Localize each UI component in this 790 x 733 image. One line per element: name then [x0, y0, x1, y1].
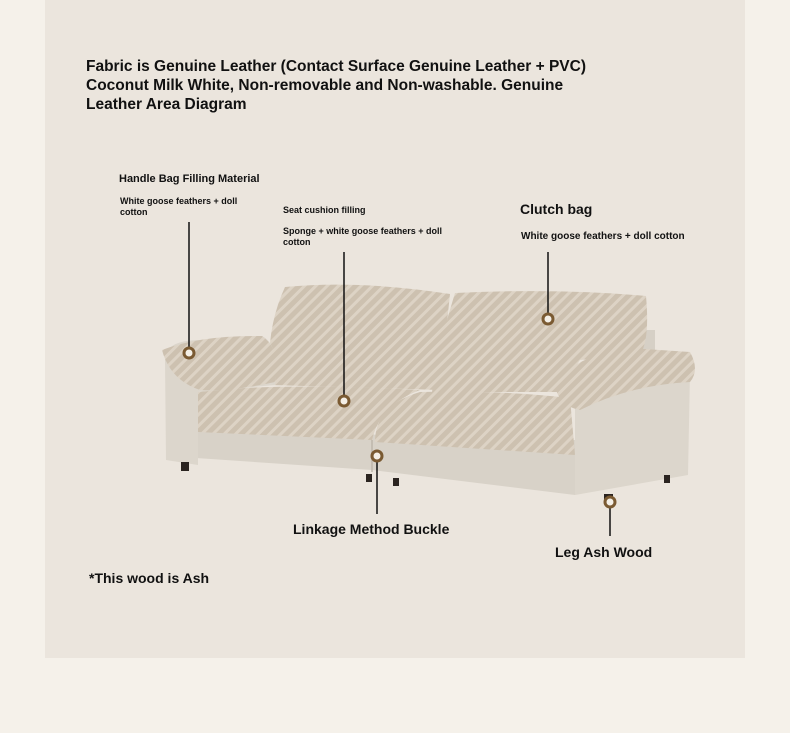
clutch-bag-title: Clutch bag — [520, 201, 593, 217]
leg-label: Leg Ash Wood — [555, 544, 653, 560]
marker-clutch-bag — [543, 314, 553, 324]
leg — [393, 478, 399, 486]
clutch-bag-desc: White goose feathers + doll cotton — [521, 231, 685, 242]
leg — [366, 474, 372, 482]
handle-bag-title: Handle Bag Filling Material — [119, 173, 260, 185]
seat-cushion-title: Seat cushion filling — [283, 205, 366, 215]
marker-handle-bag — [184, 348, 194, 358]
leg — [181, 462, 189, 471]
seat-cushion-desc: Sponge + white goose feathers + doll cotton — [283, 226, 443, 247]
leg — [664, 475, 670, 483]
marker-seat-cushion — [339, 396, 349, 406]
footnote: *This wood is Ash — [89, 570, 210, 586]
handle-bag-desc: White goose feathers + doll cotton — [120, 196, 238, 217]
marker-leg — [605, 497, 615, 507]
title-line-2: Coconut Milk White, Non-removable and Non-washable. Genuine — [86, 77, 564, 94]
title-line-3: Leather Area Diagram — [86, 96, 247, 113]
back-cushion-left — [269, 285, 450, 390]
title-line-1: Fabric is Genuine Leather (Contact Surface Genuine Leather + PVC) — [86, 58, 586, 75]
marker-linkage — [372, 451, 382, 461]
linkage-label: Linkage Method Buckle — [293, 521, 450, 537]
